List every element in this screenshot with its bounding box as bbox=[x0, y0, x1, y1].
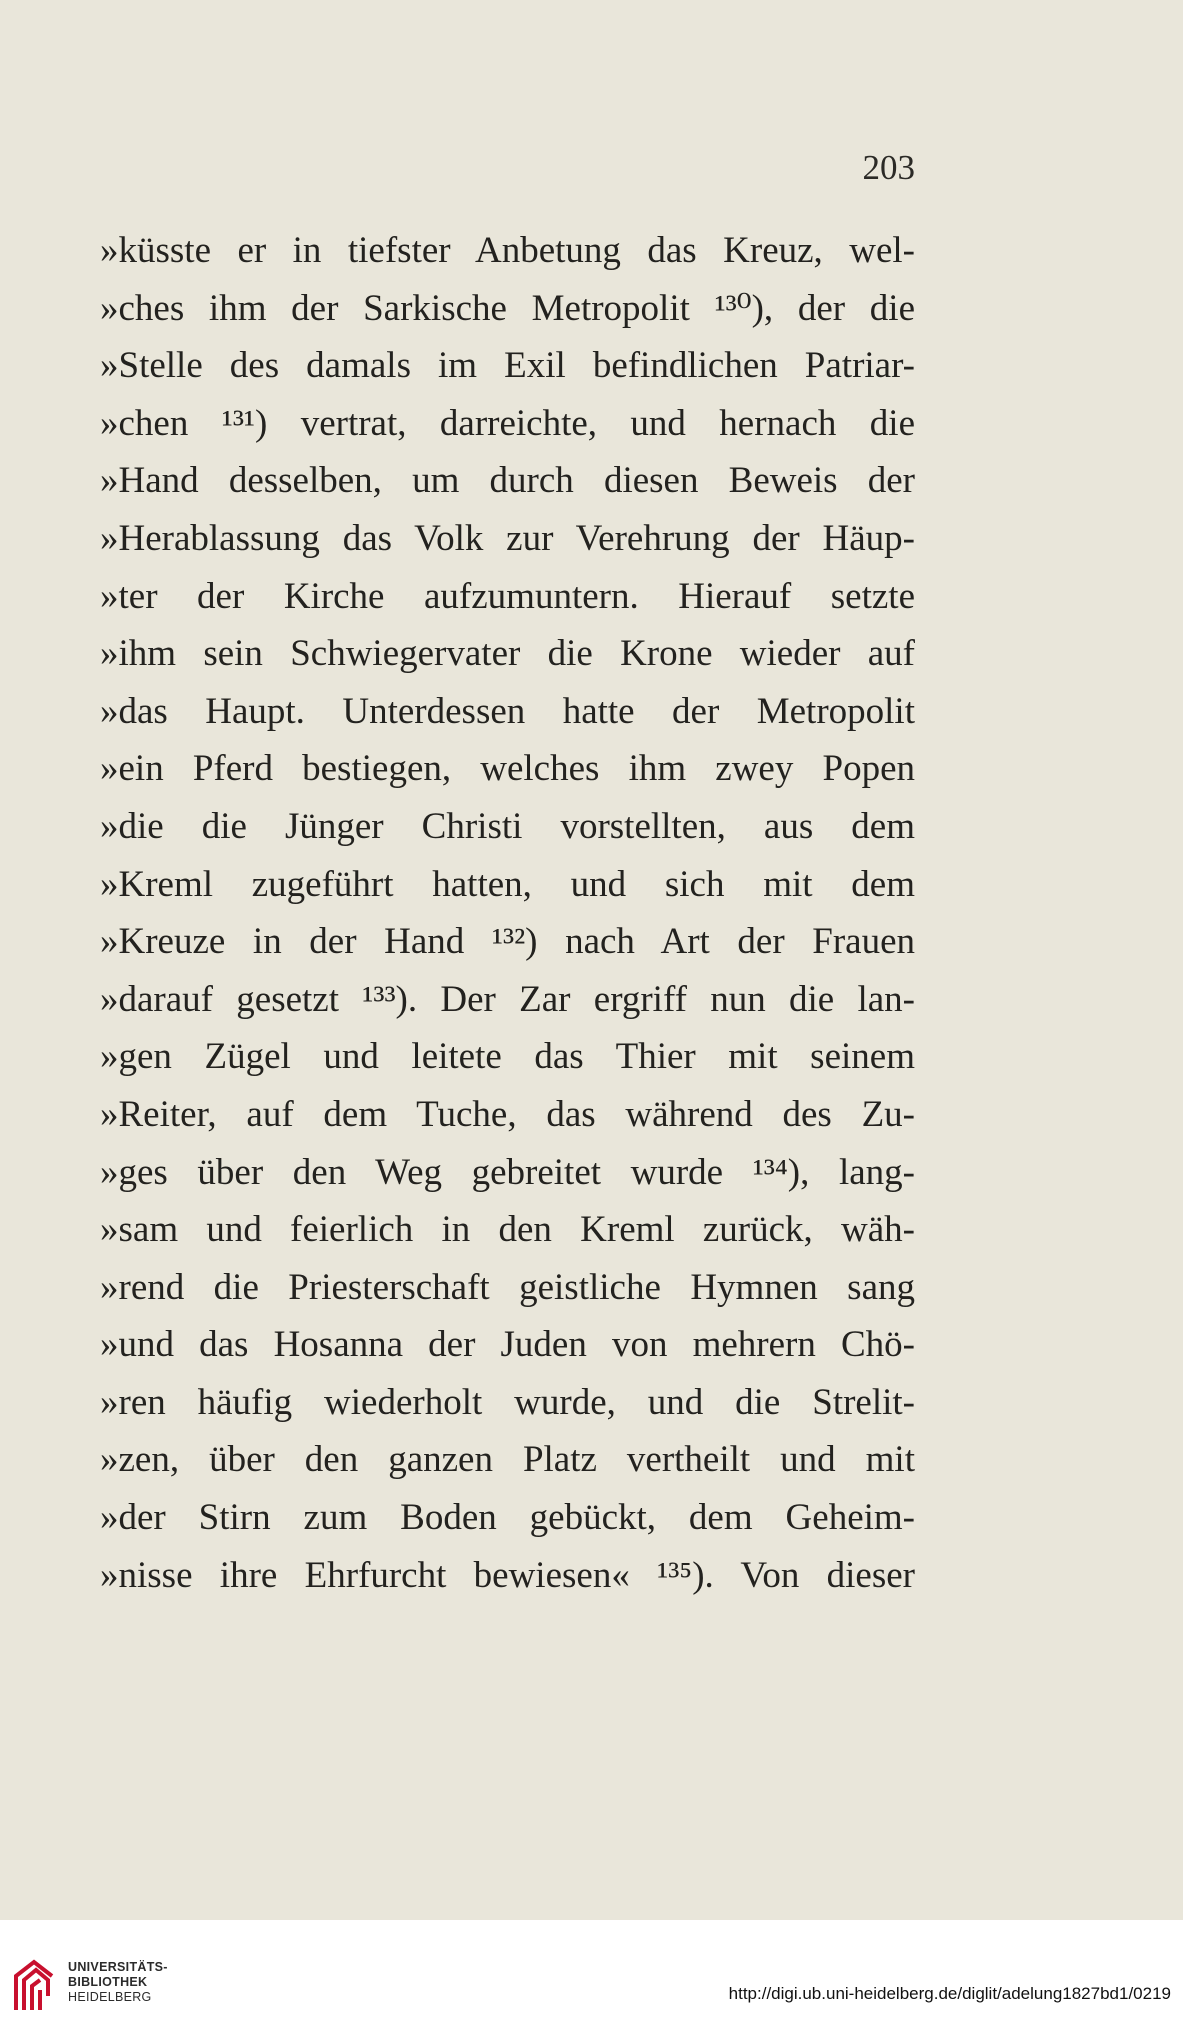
text-line: »zen, über den ganzen Platz vertheilt und mit bbox=[100, 1439, 915, 1481]
text-line: »küsste er in tiefster Anbetung das Kreuz, wel- bbox=[100, 230, 915, 271]
text-line: »ges über den Weg gebreitet wurde ¹³⁴), lang- bbox=[100, 1151, 915, 1193]
text-line: »nisse ihre Ehrfurcht bewiesen« ¹³⁵). Von dieser bbox=[100, 1554, 915, 1596]
library-name-line: UNIVERSITÄTS- bbox=[68, 1960, 168, 1974]
text-line: »Hand desselben, um durch diesen Beweis der bbox=[100, 460, 915, 502]
footer-bar bbox=[0, 1920, 1183, 2033]
text-line: »das Haupt. Unterdessen hatte der Metropolit bbox=[100, 690, 915, 732]
text-line: »darauf gesetzt ¹³³). Der Zar ergriff nun die lan- bbox=[100, 978, 915, 1020]
text-line: »und das Hosanna der Juden von mehrern Chö- bbox=[100, 1324, 915, 1366]
text-line: »ter der Kirche aufzumuntern. Hierauf setzte bbox=[100, 575, 915, 617]
page-number: 203 bbox=[862, 148, 915, 187]
library-name-line: HEIDELBERG bbox=[68, 1990, 152, 2004]
text-line: »Kreuze in der Hand ¹³²) nach Art der Frauen bbox=[100, 921, 915, 963]
text-line: »Herablassung das Volk zur Verehrung der Häup- bbox=[100, 517, 915, 559]
text-line: »Kreml zugeführt hatten, und sich mit dem bbox=[100, 863, 915, 905]
text-line: »ihm sein Schwiegervater die Krone wieder auf bbox=[100, 633, 915, 675]
body-text bbox=[100, 222, 915, 1604]
library-name bbox=[68, 1960, 168, 2005]
text-line: »ren häufig wiederholt wurde, und die Strelit- bbox=[100, 1381, 915, 1423]
text-line: »der Stirn zum Boden gebückt, dem Geheim- bbox=[100, 1497, 915, 1539]
university-library-logo-icon bbox=[12, 1956, 60, 2014]
text-line: »ches ihm der Sarkische Metropolit ¹³⁰), der die bbox=[100, 287, 915, 329]
text-line: »Stelle des damals im Exil befindlichen Patriar- bbox=[100, 345, 915, 387]
text-line: »Reiter, auf dem Tuche, das während des Zu- bbox=[100, 1093, 915, 1135]
text-line: »gen Zügel und leitete das Thier mit seinem bbox=[100, 1036, 915, 1078]
text-line: »rend die Priesterschaft geistliche Hymnen sang bbox=[100, 1266, 915, 1308]
library-name-line: BIBLIOTHEK bbox=[68, 1975, 148, 1989]
source-url-link[interactable]: http://digi.ub.uni-heidelberg.de/diglit/adelung1827bd1/0219 bbox=[728, 1984, 1171, 2003]
text-line: »sam und feierlich in den Kreml zurück, wäh- bbox=[100, 1209, 915, 1251]
text-line: »die die Jünger Christi vorstellten, aus dem bbox=[100, 805, 915, 847]
text-line: »chen ¹³¹) vertrat, darreichte, und hernach die bbox=[100, 402, 915, 444]
text-line: »ein Pferd bestiegen, welches ihm zwey Popen bbox=[100, 748, 915, 790]
